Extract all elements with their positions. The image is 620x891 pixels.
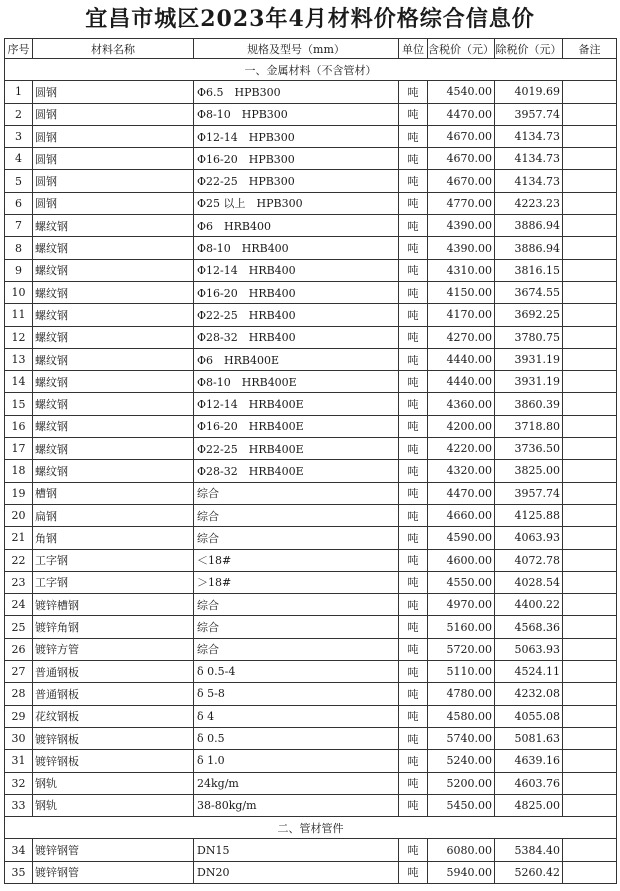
price-without-tax-cell: 4223.23: [495, 192, 563, 214]
material-name-cell: 圆钢: [33, 148, 194, 170]
material-name-cell: 螺纹钢: [33, 281, 194, 303]
price-without-tax-cell: 4134.73: [495, 170, 563, 192]
row-no-cell: 7: [5, 215, 33, 237]
material-name-cell: 扁钢: [33, 504, 194, 526]
table-row: [5, 504, 617, 526]
spec-cell: δ 1.0: [194, 750, 399, 772]
table-row: [5, 215, 617, 237]
price-without-tax-cell: 3825.00: [495, 460, 563, 482]
price-with-tax-cell: 6080.00: [428, 839, 495, 861]
unit-cell: 吨: [399, 438, 428, 460]
remark-cell: [563, 839, 617, 861]
material-name-cell: 角钢: [33, 527, 194, 549]
unit-cell: 吨: [399, 170, 428, 192]
price-without-tax-cell: 4825.00: [495, 794, 563, 816]
price-without-tax-cell: 3816.15: [495, 259, 563, 281]
row-no-cell: 25: [5, 616, 33, 638]
material-name-cell: 圆钢: [33, 170, 194, 192]
row-no-cell: 18: [5, 460, 33, 482]
price-with-tax-cell: 4320.00: [428, 460, 495, 482]
row-no-cell: 28: [5, 683, 33, 705]
spec-cell: Φ6 HRB400E: [194, 348, 399, 370]
table-row: [5, 348, 617, 370]
table-row: [5, 192, 617, 214]
table-row: [5, 482, 617, 504]
spec-cell: 综合: [194, 594, 399, 616]
spec-cell: 综合: [194, 482, 399, 504]
material-name-cell: 镀锌钢管: [33, 861, 194, 883]
price-without-tax-cell: 4134.73: [495, 125, 563, 147]
unit-cell: 吨: [399, 794, 428, 816]
page-title: 宜昌市城区2023年4月材料价格综合信息价: [85, 6, 535, 32]
price-with-tax-cell: 4150.00: [428, 281, 495, 303]
price-with-tax-cell: 5940.00: [428, 861, 495, 883]
table-row: [5, 237, 617, 259]
row-no-cell: 15: [5, 393, 33, 415]
price-without-tax-cell: 4568.36: [495, 616, 563, 638]
table-row: [5, 683, 617, 705]
price-without-tax-cell: 5260.42: [495, 861, 563, 883]
spec-cell: 综合: [194, 527, 399, 549]
material-name-cell: 圆钢: [33, 103, 194, 125]
price-without-tax-cell: 3886.94: [495, 237, 563, 259]
remark-cell: [563, 170, 617, 192]
remark-cell: [563, 81, 617, 103]
row-no-cell: 6: [5, 192, 33, 214]
material-name-cell: 钢轨: [33, 772, 194, 794]
table-row: [5, 794, 617, 816]
remark-cell: [563, 148, 617, 170]
unit-cell: 吨: [399, 504, 428, 526]
spec-cell: 综合: [194, 616, 399, 638]
unit-cell: 吨: [399, 616, 428, 638]
header-name: 材料名称: [33, 39, 194, 59]
remark-cell: [563, 750, 617, 772]
spec-cell: 24kg/m: [194, 772, 399, 794]
row-no-cell: 3: [5, 125, 33, 147]
price-with-tax-cell: 5740.00: [428, 727, 495, 749]
price-with-tax-cell: 4670.00: [428, 148, 495, 170]
spec-cell: 38-80kg/m: [194, 794, 399, 816]
unit-cell: 吨: [399, 661, 428, 683]
remark-cell: [563, 549, 617, 571]
material-name-cell: 螺纹钢: [33, 215, 194, 237]
spec-cell: δ 4: [194, 705, 399, 727]
row-no-cell: 21: [5, 527, 33, 549]
price-with-tax-cell: 5160.00: [428, 616, 495, 638]
header-no: 序号: [5, 39, 33, 59]
row-no-cell: 10: [5, 281, 33, 303]
material-name-cell: 普通钢板: [33, 683, 194, 705]
row-no-cell: 20: [5, 504, 33, 526]
price-table: [4, 38, 617, 884]
material-name-cell: 花纹钢板: [33, 705, 194, 727]
remark-cell: [563, 393, 617, 415]
spec-cell: Φ12-14 HRB400E: [194, 393, 399, 415]
price-without-tax-cell: 3957.74: [495, 103, 563, 125]
spec-cell: 综合: [194, 504, 399, 526]
material-name-cell: 螺纹钢: [33, 237, 194, 259]
unit-cell: 吨: [399, 861, 428, 883]
row-no-cell: 9: [5, 259, 33, 281]
section-title: 二、管材管件: [5, 817, 617, 839]
table-row: [5, 148, 617, 170]
price-without-tax-cell: 3692.25: [495, 304, 563, 326]
spec-cell: Φ6 HRB400: [194, 215, 399, 237]
unit-cell: 吨: [399, 237, 428, 259]
spec-cell: Φ22-25 HRB400E: [194, 438, 399, 460]
price-without-tax-cell: 3736.50: [495, 438, 563, 460]
spec-cell: 综合: [194, 638, 399, 660]
material-name-cell: 螺纹钢: [33, 371, 194, 393]
spec-cell: Φ16-20 HPB300: [194, 148, 399, 170]
unit-cell: 吨: [399, 415, 428, 437]
unit-cell: 吨: [399, 281, 428, 303]
price-with-tax-cell: 4390.00: [428, 237, 495, 259]
unit-cell: 吨: [399, 683, 428, 705]
material-name-cell: 槽钢: [33, 482, 194, 504]
table-row: [5, 571, 617, 593]
price-without-tax-cell: 3718.80: [495, 415, 563, 437]
material-name-cell: 普通钢板: [33, 661, 194, 683]
material-name-cell: 螺纹钢: [33, 259, 194, 281]
material-name-cell: 螺纹钢: [33, 438, 194, 460]
unit-cell: 吨: [399, 594, 428, 616]
unit-cell: 吨: [399, 148, 428, 170]
price-without-tax-cell: 4072.78: [495, 549, 563, 571]
price-without-tax-cell: 4019.69: [495, 81, 563, 103]
price-with-tax-cell: 4270.00: [428, 326, 495, 348]
remark-cell: [563, 571, 617, 593]
remark-cell: [563, 661, 617, 683]
table-row: [5, 125, 617, 147]
remark-cell: [563, 460, 617, 482]
price-with-tax-cell: 4310.00: [428, 259, 495, 281]
table-row: [5, 616, 617, 638]
remark-cell: [563, 482, 617, 504]
material-name-cell: 镀锌钢板: [33, 750, 194, 772]
table-row: [5, 393, 617, 415]
price-with-tax-cell: 4220.00: [428, 438, 495, 460]
spec-cell: DN15: [194, 839, 399, 861]
row-no-cell: 13: [5, 348, 33, 370]
price-with-tax-cell: 4770.00: [428, 192, 495, 214]
table-row: [5, 750, 617, 772]
remark-cell: [563, 371, 617, 393]
material-name-cell: 镀锌槽钢: [33, 594, 194, 616]
table-row: [5, 594, 617, 616]
table-row: [5, 415, 617, 437]
unit-cell: 吨: [399, 527, 428, 549]
material-name-cell: 镀锌钢管: [33, 839, 194, 861]
table-row: [5, 727, 617, 749]
remark-cell: [563, 772, 617, 794]
header-row: [5, 39, 617, 59]
section-title: 一、金属材料（不含管材）: [5, 59, 617, 81]
unit-cell: 吨: [399, 482, 428, 504]
price-with-tax-cell: 4660.00: [428, 504, 495, 526]
row-no-cell: 31: [5, 750, 33, 772]
material-name-cell: 镀锌角钢: [33, 616, 194, 638]
spec-cell: Φ12-14 HPB300: [194, 125, 399, 147]
table-row: [5, 661, 617, 683]
unit-cell: 吨: [399, 81, 428, 103]
header-unit: 单位: [399, 39, 428, 59]
remark-cell: [563, 683, 617, 705]
price-with-tax-cell: 5720.00: [428, 638, 495, 660]
material-name-cell: 螺纹钢: [33, 415, 194, 437]
row-no-cell: 8: [5, 237, 33, 259]
price-with-tax-cell: 4970.00: [428, 594, 495, 616]
row-no-cell: 5: [5, 170, 33, 192]
price-without-tax-cell: 4232.08: [495, 683, 563, 705]
remark-cell: [563, 348, 617, 370]
price-with-tax-cell: 4170.00: [428, 304, 495, 326]
price-without-tax-cell: 5384.40: [495, 839, 563, 861]
table-row: [5, 527, 617, 549]
price-without-tax-cell: 4063.93: [495, 527, 563, 549]
unit-cell: 吨: [399, 125, 428, 147]
price-with-tax-cell: 5240.00: [428, 750, 495, 772]
table-row: [5, 170, 617, 192]
section-header-row: [5, 817, 617, 839]
table-row: [5, 259, 617, 281]
unit-cell: 吨: [399, 772, 428, 794]
unit-cell: 吨: [399, 750, 428, 772]
header-remark: 备注: [563, 39, 617, 59]
remark-cell: [563, 594, 617, 616]
remark-cell: [563, 638, 617, 660]
spec-cell: Φ16-20 HRB400: [194, 281, 399, 303]
unit-cell: 吨: [399, 727, 428, 749]
row-no-cell: 12: [5, 326, 33, 348]
header-price-tax: 含税价（元）: [428, 39, 495, 59]
spec-cell: ＞18#: [194, 571, 399, 593]
row-no-cell: 23: [5, 571, 33, 593]
price-without-tax-cell: 3780.75: [495, 326, 563, 348]
spec-cell: Φ25 以上 HPB300: [194, 192, 399, 214]
row-no-cell: 33: [5, 794, 33, 816]
row-no-cell: 19: [5, 482, 33, 504]
material-name-cell: 螺纹钢: [33, 326, 194, 348]
remark-cell: [563, 259, 617, 281]
table-row: [5, 705, 617, 727]
unit-cell: 吨: [399, 839, 428, 861]
material-name-cell: 钢轨: [33, 794, 194, 816]
price-with-tax-cell: 4470.00: [428, 103, 495, 125]
price-without-tax-cell: 3886.94: [495, 215, 563, 237]
price-with-tax-cell: 4470.00: [428, 482, 495, 504]
price-without-tax-cell: 4603.76: [495, 772, 563, 794]
table-row: [5, 638, 617, 660]
price-without-tax-cell: 3931.19: [495, 348, 563, 370]
unit-cell: 吨: [399, 304, 428, 326]
spec-cell: DN20: [194, 861, 399, 883]
price-without-tax-cell: 4134.73: [495, 148, 563, 170]
price-with-tax-cell: 4580.00: [428, 705, 495, 727]
price-with-tax-cell: 4550.00: [428, 571, 495, 593]
price-without-tax-cell: 4125.88: [495, 504, 563, 526]
unit-cell: 吨: [399, 348, 428, 370]
remark-cell: [563, 281, 617, 303]
unit-cell: 吨: [399, 705, 428, 727]
spec-cell: Φ8-10 HRB400E: [194, 371, 399, 393]
remark-cell: [563, 326, 617, 348]
unit-cell: 吨: [399, 326, 428, 348]
table-row: [5, 304, 617, 326]
spec-cell: δ 5-8: [194, 683, 399, 705]
table-row: [5, 839, 617, 861]
spec-cell: Φ8-10 HRB400: [194, 237, 399, 259]
table-row: [5, 103, 617, 125]
remark-cell: [563, 215, 617, 237]
row-no-cell: 14: [5, 371, 33, 393]
unit-cell: 吨: [399, 549, 428, 571]
row-no-cell: 16: [5, 415, 33, 437]
spec-cell: Φ28-32 HRB400E: [194, 460, 399, 482]
material-name-cell: 螺纹钢: [33, 304, 194, 326]
remark-cell: [563, 504, 617, 526]
unit-cell: 吨: [399, 638, 428, 660]
remark-cell: [563, 794, 617, 816]
table-row: [5, 460, 617, 482]
material-name-cell: 工字钢: [33, 549, 194, 571]
price-with-tax-cell: 4670.00: [428, 125, 495, 147]
material-name-cell: 圆钢: [33, 192, 194, 214]
row-no-cell: 2: [5, 103, 33, 125]
spec-cell: Φ16-20 HRB400E: [194, 415, 399, 437]
spec-cell: Φ6.5 HPB300: [194, 81, 399, 103]
remark-cell: [563, 125, 617, 147]
price-without-tax-cell: 3931.19: [495, 371, 563, 393]
table-row: [5, 281, 617, 303]
material-name-cell: 螺纹钢: [33, 460, 194, 482]
header-spec: 规格及型号（mm）: [194, 39, 399, 59]
price-without-tax-cell: 4400.22: [495, 594, 563, 616]
remark-cell: [563, 616, 617, 638]
remark-cell: [563, 861, 617, 883]
price-without-tax-cell: 4524.11: [495, 661, 563, 683]
price-without-tax-cell: 4639.16: [495, 750, 563, 772]
price-without-tax-cell: 3860.39: [495, 393, 563, 415]
material-name-cell: 镀锌方管: [33, 638, 194, 660]
price-without-tax-cell: 5081.63: [495, 727, 563, 749]
remark-cell: [563, 237, 617, 259]
price-with-tax-cell: 4390.00: [428, 215, 495, 237]
table-body: [5, 59, 617, 884]
table-row: [5, 772, 617, 794]
spec-cell: Φ22-25 HRB400: [194, 304, 399, 326]
row-no-cell: 22: [5, 549, 33, 571]
price-with-tax-cell: 4670.00: [428, 170, 495, 192]
price-with-tax-cell: 5200.00: [428, 772, 495, 794]
row-no-cell: 30: [5, 727, 33, 749]
spec-cell: Φ22-25 HPB300: [194, 170, 399, 192]
price-with-tax-cell: 4780.00: [428, 683, 495, 705]
unit-cell: 吨: [399, 571, 428, 593]
price-without-tax-cell: 4055.08: [495, 705, 563, 727]
spec-cell: δ 0.5-4: [194, 661, 399, 683]
price-without-tax-cell: 3957.74: [495, 482, 563, 504]
price-with-tax-cell: 4440.00: [428, 371, 495, 393]
remark-cell: [563, 727, 617, 749]
remark-cell: [563, 527, 617, 549]
price-with-tax-cell: 4600.00: [428, 549, 495, 571]
remark-cell: [563, 103, 617, 125]
spec-cell: δ 0.5: [194, 727, 399, 749]
table-row: [5, 438, 617, 460]
unit-cell: 吨: [399, 215, 428, 237]
remark-cell: [563, 438, 617, 460]
row-no-cell: 32: [5, 772, 33, 794]
price-without-tax-cell: 3674.55: [495, 281, 563, 303]
unit-cell: 吨: [399, 103, 428, 125]
price-with-tax-cell: 5110.00: [428, 661, 495, 683]
material-name-cell: 圆钢: [33, 125, 194, 147]
section-header-row: [5, 59, 617, 81]
material-name-cell: 圆钢: [33, 81, 194, 103]
row-no-cell: 34: [5, 839, 33, 861]
price-without-tax-cell: 4028.54: [495, 571, 563, 593]
unit-cell: 吨: [399, 259, 428, 281]
table-row: [5, 861, 617, 883]
price-with-tax-cell: 4540.00: [428, 81, 495, 103]
table-row: [5, 371, 617, 393]
table-row: [5, 326, 617, 348]
unit-cell: 吨: [399, 460, 428, 482]
remark-cell: [563, 192, 617, 214]
spec-cell: Φ28-32 HRB400: [194, 326, 399, 348]
unit-cell: 吨: [399, 192, 428, 214]
row-no-cell: 4: [5, 148, 33, 170]
spec-cell: Φ8-10 HPB300: [194, 103, 399, 125]
row-no-cell: 27: [5, 661, 33, 683]
price-with-tax-cell: 5450.00: [428, 794, 495, 816]
remark-cell: [563, 304, 617, 326]
row-no-cell: 24: [5, 594, 33, 616]
price-without-tax-cell: 5063.93: [495, 638, 563, 660]
table-row: [5, 81, 617, 103]
row-no-cell: 26: [5, 638, 33, 660]
remark-cell: [563, 415, 617, 437]
unit-cell: 吨: [399, 371, 428, 393]
row-no-cell: 11: [5, 304, 33, 326]
row-no-cell: 17: [5, 438, 33, 460]
table-row: [5, 549, 617, 571]
price-with-tax-cell: 4590.00: [428, 527, 495, 549]
material-name-cell: 螺纹钢: [33, 393, 194, 415]
spec-cell: Φ12-14 HRB400: [194, 259, 399, 281]
price-with-tax-cell: 4200.00: [428, 415, 495, 437]
material-name-cell: 螺纹钢: [33, 348, 194, 370]
row-no-cell: 35: [5, 861, 33, 883]
unit-cell: 吨: [399, 393, 428, 415]
row-no-cell: 1: [5, 81, 33, 103]
row-no-cell: 29: [5, 705, 33, 727]
spec-cell: ＜18#: [194, 549, 399, 571]
price-with-tax-cell: 4360.00: [428, 393, 495, 415]
price-with-tax-cell: 4440.00: [428, 348, 495, 370]
material-name-cell: 工字钢: [33, 571, 194, 593]
header-price-notax: 除税价（元）: [495, 39, 563, 59]
material-name-cell: 镀锌钢板: [33, 727, 194, 749]
remark-cell: [563, 705, 617, 727]
